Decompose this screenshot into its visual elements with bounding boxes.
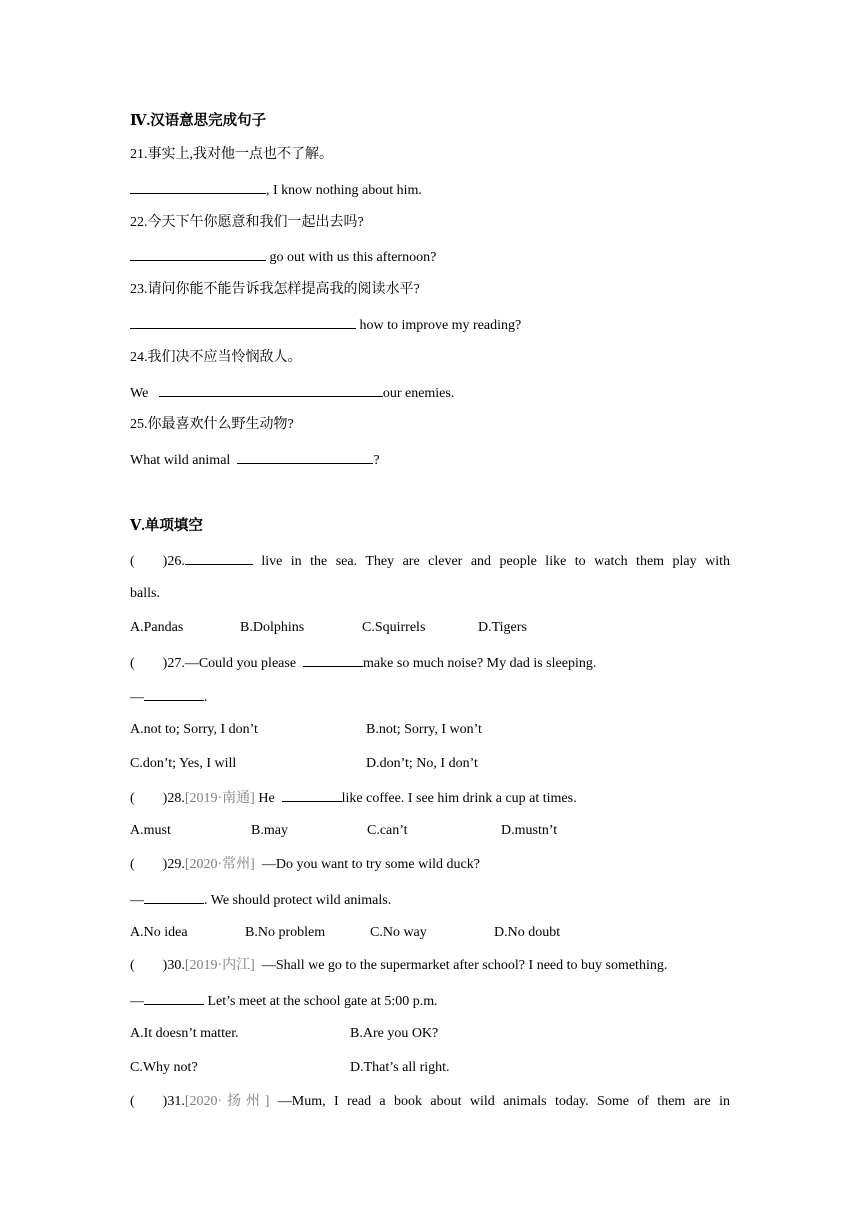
q26-option-c[interactable]: C.Squirrels bbox=[362, 620, 426, 635]
q25-chinese: 25.你最喜欢什么野生动物? bbox=[130, 417, 294, 432]
q23-chinese: 23.请问你能不能告诉我怎样提高我的阅读水平? bbox=[130, 282, 420, 297]
section-4-title: Ⅳ.汉语意思完成句子 bbox=[130, 113, 267, 129]
q22-blank[interactable] bbox=[130, 246, 266, 261]
q22-chinese: 22.今天下午你愿意和我们一起出去吗? bbox=[130, 215, 364, 230]
q27-options-row1 bbox=[130, 720, 730, 740]
q28-option-b[interactable]: B.may bbox=[251, 823, 288, 838]
q30-option-b[interactable]: B.Are you OK? bbox=[350, 1026, 439, 1041]
q24-english: We our enemies. bbox=[130, 382, 454, 404]
q21-english: , I know nothing about him. bbox=[130, 179, 422, 201]
q27-option-b[interactable]: B.not; Sorry, I won’t bbox=[366, 722, 482, 737]
q25-blank[interactable] bbox=[237, 449, 373, 464]
q30-blank[interactable] bbox=[144, 990, 204, 1005]
q30-options-row1 bbox=[130, 1024, 730, 1044]
q26-option-d[interactable]: D.Tigers bbox=[478, 620, 527, 635]
q28-option-d[interactable]: D.mustn’t bbox=[501, 823, 558, 838]
q30-source: [2019·内江] bbox=[184, 958, 255, 973]
q30-line: ( )30.[2019·内江] —Shall we go to the supermarket after school? I need to buy something. bbox=[130, 956, 667, 976]
q26-answer-paren[interactable]: ( ) bbox=[130, 554, 168, 569]
q27-blank-1[interactable] bbox=[303, 652, 363, 667]
q30-answer-paren[interactable]: ( ) bbox=[130, 958, 168, 973]
q27-line: ( )27.—Could you please make so much noise? My dad is sleeping. bbox=[130, 652, 596, 674]
q28-option-a[interactable]: A.must bbox=[130, 823, 171, 838]
q27-reply: — . bbox=[130, 686, 208, 708]
q26-option-b[interactable]: B.Dolphins bbox=[240, 620, 305, 635]
q29-source: [2020·常州] bbox=[184, 857, 255, 872]
q25-english: What wild animal ? bbox=[130, 449, 380, 471]
q29-option-d[interactable]: D.No doubt bbox=[494, 925, 561, 940]
q30-option-a[interactable]: A.It doesn’t matter. bbox=[130, 1026, 239, 1041]
q28-line: ( )28.[2019·南通] He like coffee. I see him drink a cup at times. bbox=[130, 787, 577, 809]
q27-option-c[interactable]: C.don’t; Yes, I will bbox=[130, 756, 237, 771]
q27-option-a[interactable]: A.not to; Sorry, I don’t bbox=[130, 722, 258, 737]
q29-line: ( )29.[2020·常州] —Do you want to try some wild duck? bbox=[130, 855, 480, 875]
q29-option-b[interactable]: B.No problem bbox=[245, 925, 326, 940]
q26-option-a[interactable]: A.Pandas bbox=[130, 620, 184, 635]
q21-chinese: 21.事实上,我对他一点也不了解。 bbox=[130, 147, 333, 162]
q23-blank[interactable] bbox=[130, 314, 356, 329]
q28-source: [2019·南通] bbox=[184, 791, 255, 806]
q29-reply: — . We should protect wild animals. bbox=[130, 889, 391, 911]
q29-blank[interactable] bbox=[144, 889, 204, 904]
q29-option-a[interactable]: A.No idea bbox=[130, 925, 188, 940]
q23-english: how to improve my reading? bbox=[130, 314, 521, 336]
q24-blank[interactable] bbox=[159, 382, 383, 397]
q22-english: go out with us this afternoon? bbox=[130, 246, 436, 268]
q30-option-d[interactable]: D.That’s all right. bbox=[350, 1060, 450, 1075]
q24-chinese: 24.我们决不应当怜悯敌人。 bbox=[130, 350, 302, 365]
q30-options-row2 bbox=[130, 1058, 730, 1078]
q31-answer-paren[interactable]: ( ) bbox=[130, 1094, 168, 1109]
q27-option-d[interactable]: D.don’t; No, I don’t bbox=[366, 756, 478, 771]
q31-source: [2020·扬州] bbox=[184, 1094, 270, 1109]
q29-option-c[interactable]: C.No way bbox=[370, 925, 427, 940]
q28-options bbox=[130, 821, 730, 841]
q29-options bbox=[130, 923, 730, 943]
q26-blank[interactable] bbox=[185, 550, 253, 565]
q21-blank[interactable] bbox=[130, 179, 266, 194]
q27-blank-2[interactable] bbox=[144, 686, 204, 701]
q28-answer-paren[interactable]: ( ) bbox=[130, 791, 168, 806]
q28-blank[interactable] bbox=[282, 787, 342, 802]
q26-line: ( )26. live in the sea. They are clever and people like to watch them play with bbox=[130, 550, 730, 572]
q29-answer-paren[interactable]: ( ) bbox=[130, 857, 168, 872]
section-5-title: Ⅴ.单项填空 bbox=[130, 518, 203, 534]
q30-option-c[interactable]: C.Why not? bbox=[130, 1060, 198, 1075]
q31-line: ( )31.[2020·扬州] —Mum, I read a book about wild animals today. Some of them are in bbox=[130, 1092, 730, 1112]
q26-continuation: balls. bbox=[130, 586, 160, 601]
q27-answer-paren[interactable]: ( ) bbox=[130, 656, 168, 671]
q30-reply: — Let’s meet at the school gate at 5:00 p.m. bbox=[130, 990, 438, 1012]
q28-option-c[interactable]: C.can’t bbox=[367, 823, 408, 838]
q26-options bbox=[130, 618, 730, 638]
q27-options-row2 bbox=[130, 754, 730, 774]
